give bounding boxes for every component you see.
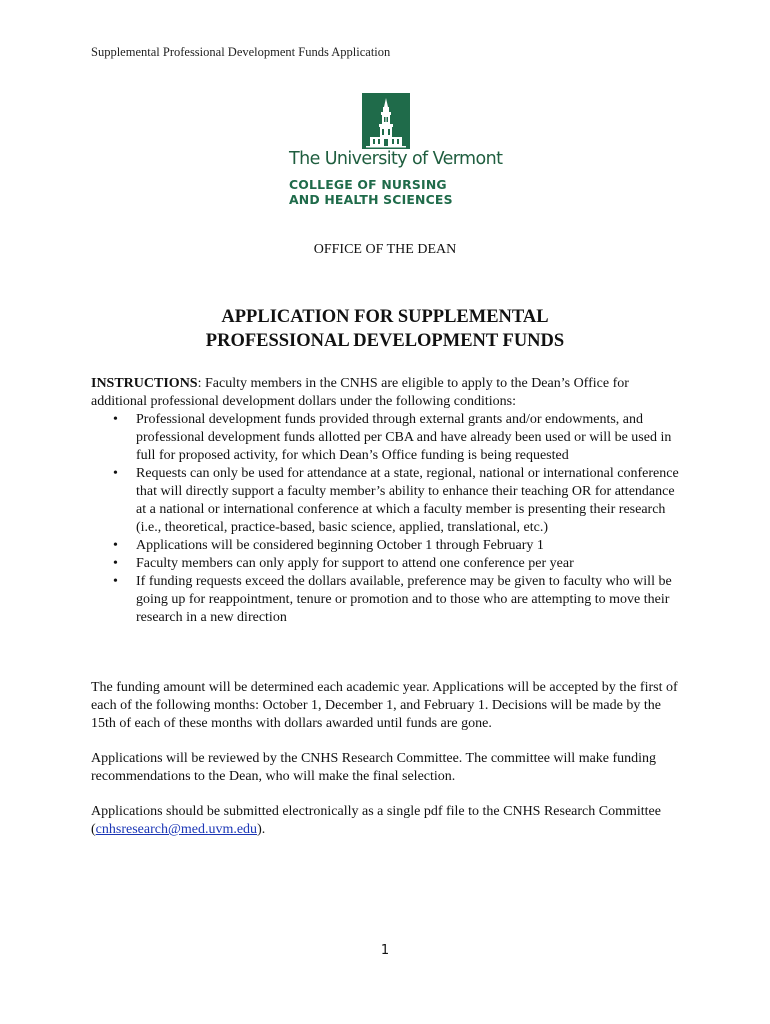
logo-college-name: [289, 177, 487, 207]
list-item-text: Requests can only be used for attendance at a state, regional, national or international conference that will directly support a faculty member’s ability to enhance their teaching OR for attendance at a national or international conference at which a faculty member is presenting their research (i.e., theoretical, practice-based, basic science, applied, translational, etc.): [136, 466, 679, 535]
submission-paragraph: [91, 803, 681, 839]
list-item-text: If funding requests exceed the dollars available, preference may be given to faculty who will be going up for reappointment, tenure or promotion and to those who are attempting to move their research in a new direction: [136, 574, 672, 625]
list-item-text: Professional development funds provided through external grants and/or endowments, and professional development funds allotted per CBA and have already been used or will be used in full for proposed activity, for which Dean’s Office funding is being requested: [136, 412, 672, 463]
list-item: [91, 555, 681, 573]
list-item-text: Faculty members can only apply for support to attend one conference per year: [136, 556, 574, 571]
conditions-list: [91, 411, 681, 627]
logo-college-line1: COLLEGE OF NURSING: [289, 177, 447, 192]
list-item-text: Applications will be considered beginning October 1 through February 1: [136, 538, 544, 553]
funding-paragraph: The funding amount will be determined each academic year. Applications will be accepted by the first of each of the following months: October 1, December 1, and February 1. Decisions will be made by the 15th of each of these months with dollars awarded until funds are gone.: [91, 680, 678, 731]
instructions-intro-text: : Faculty members in the CNHS are eligible to apply to the Dean’s Office for additional professional development dollars under the following conditions:: [91, 376, 629, 409]
bullet-icon: •: [113, 412, 118, 427]
running-header: Supplemental Professional Development Funds Application: [91, 45, 391, 59]
uvm-logo: [287, 93, 503, 208]
office-heading: OFFICE OF THE DEAN: [313, 242, 457, 257]
list-item: [91, 537, 681, 555]
list-item: [91, 465, 681, 537]
review-paragraph: Applications will be reviewed by the CNHS Research Committee. The committee will make funding recommendations to the Dean, who will make the final selection.: [91, 751, 657, 784]
uvm-tower-logo-icon: [362, 93, 410, 149]
bullet-icon: •: [113, 574, 118, 589]
list-item: [91, 573, 681, 627]
page-title: [0, 305, 770, 353]
instructions-label: INSTRUCTIONS: [91, 376, 198, 391]
bullet-icon: •: [113, 466, 118, 481]
page-number: 1: [380, 943, 390, 958]
bullet-icon: •: [113, 538, 118, 553]
submission-text: Applications should be submitted electronically as a single pdf file to the CNHS Research Committee (: [91, 804, 661, 837]
logo-university-name: The University of Vermont: [289, 149, 503, 169]
instructions-intro: [91, 375, 681, 411]
email-link[interactable]: cnhsresearch@med.uvm.edu: [95, 822, 258, 837]
instructions-section: [91, 375, 681, 627]
bell-tower-icon: [362, 93, 410, 149]
title-line1: APPLICATION FOR SUPPLEMENTAL: [221, 307, 549, 327]
bullet-icon: •: [113, 556, 118, 571]
title-line2: PROFESSIONAL DEVELOPMENT FUNDS: [205, 331, 565, 351]
submission-text-end: ).: [257, 822, 266, 837]
logo-college-line2: AND HEALTH SCIENCES: [289, 192, 453, 207]
list-item: [91, 411, 681, 465]
